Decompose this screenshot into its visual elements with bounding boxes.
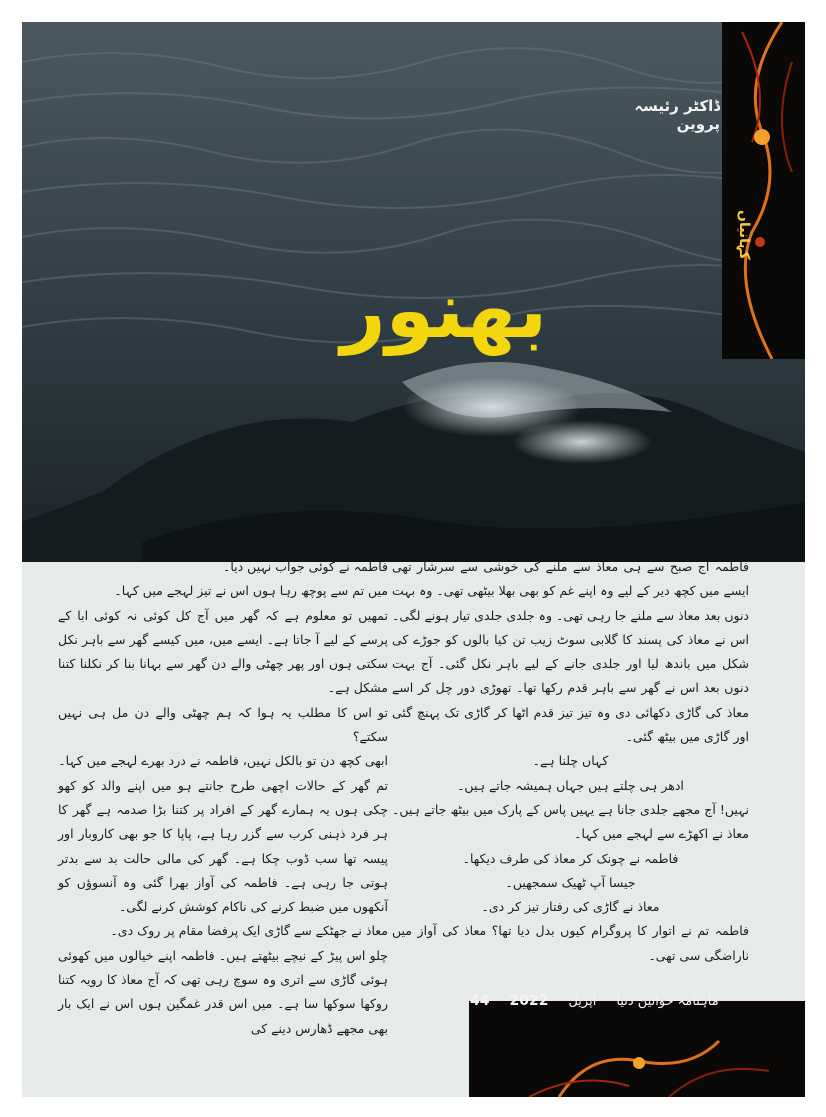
paragraph: میں تم سے پوچھ رہا ہوں اس نے تیز لہجے میں کہا۔	[114, 583, 388, 599]
paragraph: فاطمہ تم نے اتوار کا پروگرام کیوں بدل دیا تھا؟ معاذ کی آواز میں ناراضگی سی تھی۔	[392, 923, 749, 963]
paragraph: تم گھر کے حالات اچھی طرح جانتے ہو میں اپنے والد کو کھو چکی ہوں یہ ہمارے گھر کے افراد پر کتنا بڑا صدمہ ہے گھر کا ہر فرد ذہنی کرب سے گزر رہا ہے، پاپا کا جو بھی کاروبار اور پیسہ تھا سب ڈوب چکا ہے۔ گھر کی مالی حالت بد سے بدتر ہوتی جا رہی ہے۔ فاطمہ کی آواز بھرا گئی وہ آنسوؤں کو آنکھوں میں ضبط کرنے کی ناکام کوشش کرنے لگی۔	[58, 777, 388, 915]
paragraph: کہاں چلنا ہے۔	[532, 753, 609, 769]
paragraph: ابھی کچھ دن تو بالکل نہیں، فاطمہ نے درد بھرے لہجے میں کہا۔	[58, 753, 388, 769]
text-column-right	[392, 555, 749, 968]
author-name: ڈاکٹر رئیسہ پروین	[634, 97, 720, 133]
paragraph: فاطمہ نے چونک کر معاذ کی طرف دیکھا۔	[462, 850, 679, 866]
article-title: بھنور	[340, 266, 548, 356]
page-number: 44	[470, 993, 490, 1009]
footer-decorative-band	[469, 1001, 805, 1097]
paragraph: ادھر ہی چلتے ہیں جہاں ہمیشہ جاتے ہیں۔	[457, 777, 684, 793]
paragraph: تمھیں تو معلوم ہے کہ گھر میں آج کل کوئی نہ کوئی ابا کے پرسے کے لیے آ جاتا ہے۔ ایسے میں، میں کیسے گھر سے باہر نکل سکتی ہوں اور پھر چھٹی والے دن گھر سے بہانا بنا کر نکلنا کتنا مشکل ہے۔	[58, 607, 388, 696]
paragraph: تو اس کا مطلب یہ ہوا کہ ہم چھٹی والے دن مل ہی نہیں سکتے؟	[58, 704, 388, 745]
text-column-left	[58, 555, 388, 1041]
paragraph: جیسا آپ ٹھیک سمجھیں۔	[505, 874, 636, 890]
issue-month: اپریل	[568, 993, 597, 1009]
page-footer	[470, 990, 720, 1012]
issue-year: 2022	[509, 993, 549, 1009]
paragraph: معاذ نے گاڑی کی رفتار تیز کر دی۔	[481, 899, 660, 915]
paragraph: چلو اس پیڑ کے نیچے بیٹھتے ہیں۔ فاطمہ اپنے خیالوں میں کھوئی ہوئی گاڑی سے اتری وہ سوچ رہی تھی کہ آج معاذ کا رویہ کتنا روکھا سوکھا سا ہے۔ میں اس قدر غمگین ہوں اس نے ایک بار بھی مجھے ڈھارس دینے کی	[58, 947, 388, 1036]
magazine-name: ماہنامہ خواتین دنیا	[616, 993, 719, 1009]
paragraph: فاطمہ نے کوئی جواب نہیں دیا۔	[223, 559, 388, 574]
paragraph: فاطمہ آج صبح سے ہی معاذ سے ملنے کی خوشی سے سرشار تھی ایسے میں کچھ دیر کے لیے وہ اپنے غم کو بھی بھلا بیٹھی تھی۔ وہ بہت دنوں بعد معاذ سے ملنے جا رہی تھی۔ وہ جلدی جلدی تیار ہونے لگی۔ اس نے معاذ کی پسند کا گلابی سوٹ زیب تن کیا بالوں کو جوڑے کی شکل میں باندھ لیا اور جلدی جانے کے لیے باہر نکل گئی۔ آج بہت دنوں بعد اس نے گھر سے باہر قدم رکھا تھا۔ تھوڑی دور چل کر اسے معاذ کی گاڑی دکھائی دی وہ تیز تیز قدم اٹھا کر گاڑی تک پہنچ گئی اور گاڑی میں بیٹھ گئی۔	[392, 559, 749, 745]
paragraph: معاذ نے جھٹکے سے گاڑی ایک پرفضا مقام پر روک دی۔	[110, 923, 388, 939]
category-label: کہانیاں	[736, 210, 752, 260]
paragraph: نہیں! آج مجھے جلدی جانا ہے یہیں پاس کے پارک میں بیٹھ جاتے ہیں۔ معاذ نے اکھڑے سے لہجے میں کہا۔	[392, 801, 749, 842]
